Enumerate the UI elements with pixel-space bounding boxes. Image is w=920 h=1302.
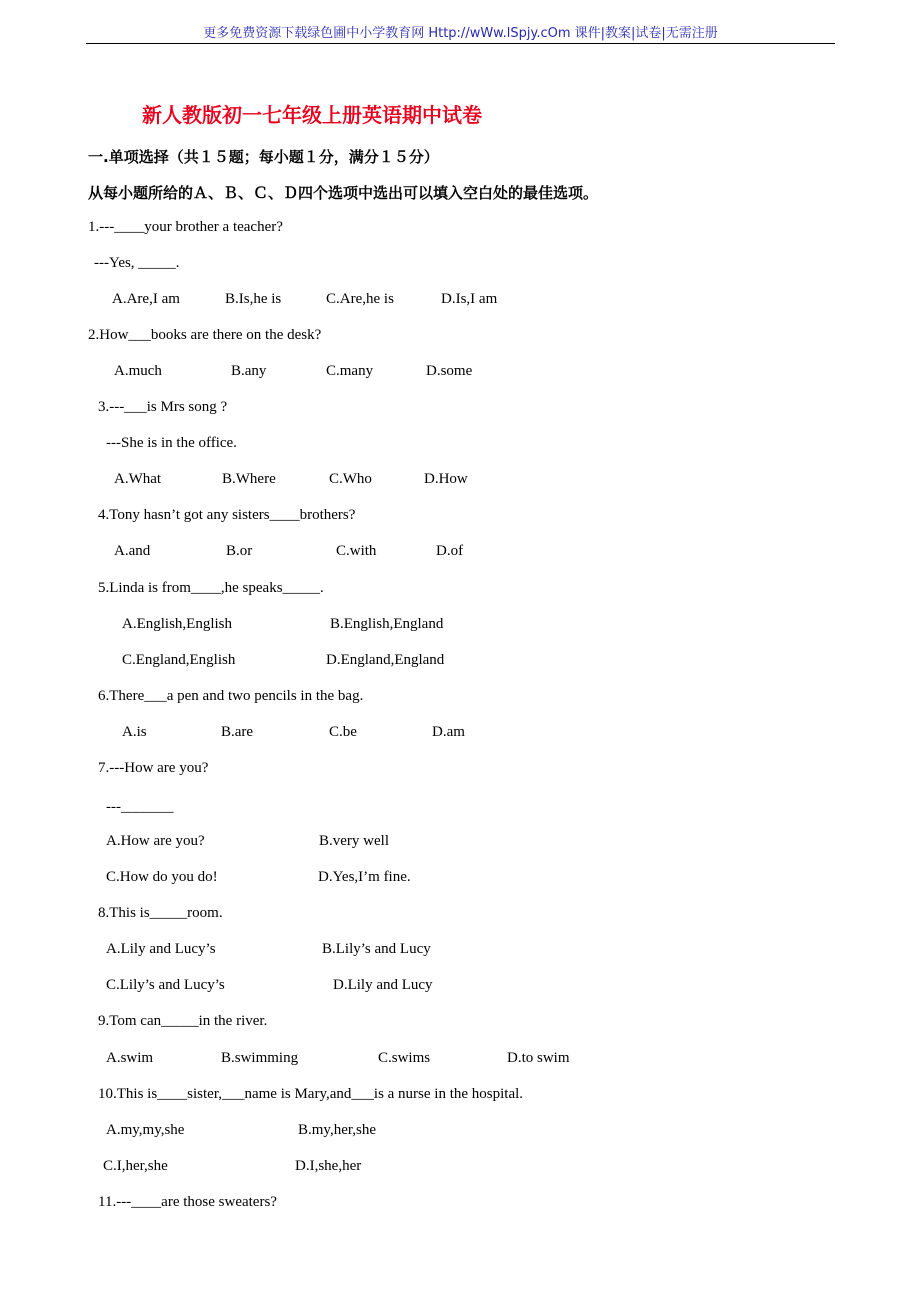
- question-3-stem: 3.---___is Mrs song ?: [98, 399, 228, 415]
- question-7-option-a: A.How are you?: [106, 833, 205, 849]
- question-4-stem: 4.Tony hasn’t got any sisters____brothers?: [98, 507, 356, 523]
- question-6-option-d: D.am: [432, 724, 465, 740]
- question-1-option-d: D.Is,I am: [441, 291, 498, 307]
- question-2-option-a: A.much: [114, 363, 162, 379]
- question-8-option-a: A.Lily and Lucy’s: [106, 941, 216, 957]
- question-6-option-a: A.is: [122, 724, 147, 740]
- exam-title: 新人教版初一七年级上册英语期中试卷: [142, 103, 482, 127]
- question-10-option-a: A.my,my,she: [106, 1122, 185, 1138]
- question-3-option-b: B.Where: [222, 471, 276, 487]
- question-5-option-d: D.England,England: [326, 652, 445, 668]
- question-6-stem: 6.There___a pen and two pencils in the bag.: [98, 688, 364, 704]
- question-6-option-c: C.be: [329, 724, 357, 740]
- question-5-stem: 5.Linda is from____,he speaks_____.: [98, 580, 324, 596]
- question-1-option-c: C.Are,he is: [326, 291, 394, 307]
- question-1-option-b: B.Is,he is: [225, 291, 282, 307]
- question-3-option-a: A.What: [114, 471, 162, 487]
- question-5-option-c: C.England,English: [122, 652, 236, 668]
- question-2-option-c: C.many: [326, 363, 374, 379]
- question-10-stem: 10.This is____sister,___name is Mary,and___is a nurse in the hospital.: [98, 1086, 524, 1102]
- question-7-stem: 7.---How are you?: [98, 760, 209, 776]
- question-4-option-c: C.with: [336, 543, 377, 559]
- question-7-option-b: B.very well: [319, 833, 389, 849]
- question-7-option-d: D.Yes,I’m fine.: [318, 869, 411, 885]
- question-3-reply: ---She is in the office.: [106, 435, 237, 451]
- question-10-option-d: D.I,she,her: [295, 1158, 362, 1174]
- question-1-option-a: A.Are,I am: [112, 291, 180, 307]
- question-10-option-c: C.I,her,she: [103, 1158, 168, 1174]
- question-9-stem: 9.Tom can_____in the river.: [98, 1013, 268, 1029]
- header-divider: [86, 43, 835, 44]
- question-8-option-d: D.Lily and Lucy: [333, 977, 433, 993]
- question-4-option-d: D.of: [436, 543, 464, 559]
- question-11-stem: 11.---____are those sweaters?: [98, 1194, 277, 1210]
- question-5-option-b: B.English,England: [330, 616, 444, 632]
- question-8-stem: 8.This is_____room.: [98, 905, 223, 921]
- question-2-option-b: B.any: [231, 363, 267, 379]
- question-5-option-a: A.English,English: [122, 616, 233, 632]
- page-header: 更多免费资源下载绿色圃中小学教育网 Http://wWw.lSpjy.cOm 课件|教案|试卷|无需注册: [203, 26, 718, 41]
- question-8-option-b: B.Lily’s and Lucy: [322, 941, 431, 957]
- question-7-option-c: C.How do you do!: [106, 869, 218, 885]
- question-1-reply: ---Yes, _____.: [94, 255, 180, 271]
- question-8-option-c: C.Lily’s and Lucy’s: [106, 977, 225, 993]
- question-9-option-b: B.swimming: [221, 1050, 299, 1066]
- question-2-option-d: D.some: [426, 363, 473, 379]
- question-6-option-b: B.are: [221, 724, 254, 740]
- question-9-option-c: C.swims: [378, 1050, 431, 1066]
- question-3-option-c: C.Who: [329, 471, 372, 487]
- question-4-option-b: B.or: [226, 543, 253, 559]
- section-title: 一.单项选择（共１５题；每小题１分，满分１５分）: [88, 148, 439, 166]
- question-2-stem: 2.How___books are there on the desk?: [88, 327, 322, 343]
- question-10-option-b: B.my,her,she: [298, 1122, 376, 1138]
- question-9-option-d: D.to swim: [507, 1050, 570, 1066]
- question-1-stem: 1.---____your brother a teacher?: [88, 219, 283, 235]
- question-4-option-a: A.and: [114, 543, 151, 559]
- question-7-reply: ---_______: [106, 799, 174, 815]
- question-3-option-d: D.How: [424, 471, 468, 487]
- section-instruction: 从每小题所给的Ａ、Ｂ、Ｃ、Ｄ四个选项中选出可以填入空白处的最佳选项。: [88, 184, 599, 202]
- question-9-option-a: A.swim: [106, 1050, 154, 1066]
